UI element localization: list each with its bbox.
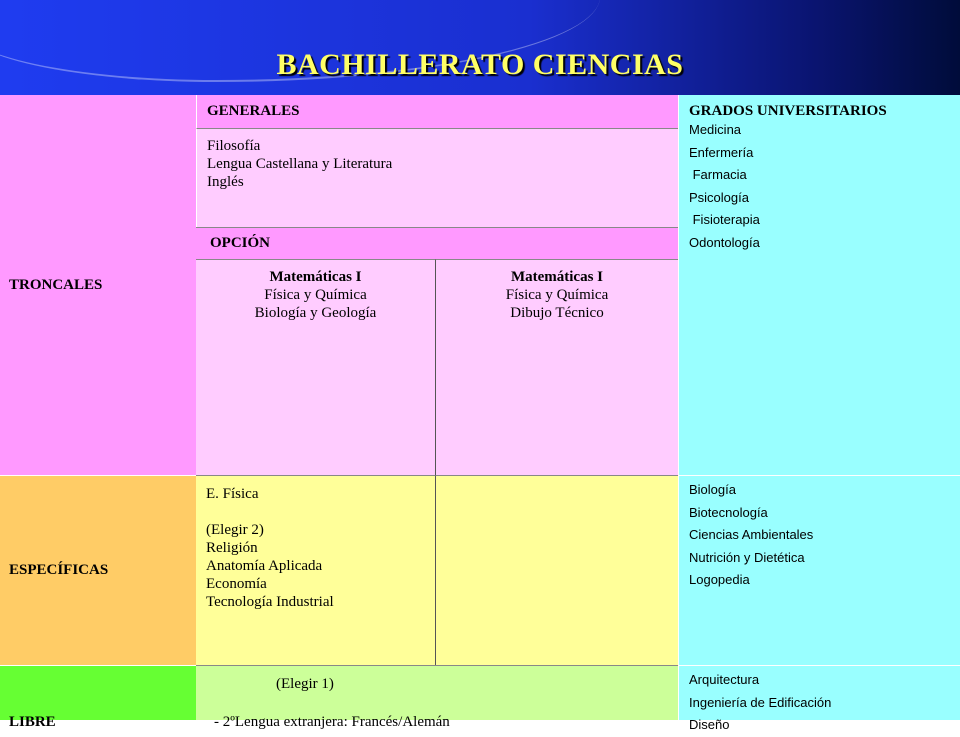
- opcion-left-item: Física y Química: [264, 287, 367, 303]
- grado-item: Ingeniería de Edificación: [689, 694, 832, 710]
- grado-item: Biología: [689, 482, 736, 497]
- grados-list: [679, 119, 960, 254]
- grados-header: GRADOS UNIVERSITARIOS: [689, 103, 887, 119]
- grados-column-libre: [678, 665, 960, 732]
- especificas-empty-cell: [436, 475, 678, 665]
- title-banner: [0, 0, 960, 95]
- generales-subjects: [196, 128, 678, 227]
- row-label-libre: [0, 665, 196, 730]
- grado-item: Farmacia: [689, 167, 747, 182]
- grado-item: Enfermería: [689, 144, 754, 160]
- especificas-subjects: [196, 475, 436, 665]
- grado-item: Nutrición y Dietética: [689, 549, 805, 565]
- grado-item: Odontología: [689, 234, 760, 250]
- especificas-item: (Elegir 2): [206, 522, 264, 538]
- grado-item: Fisioterapia: [689, 212, 760, 227]
- row-label-especificas: [0, 475, 196, 665]
- libre-line-2: - 2ºLengua extranjera: Francés/Alemán: [214, 714, 450, 730]
- opcion-left-item: Biología y Geología: [254, 305, 377, 321]
- generales-header: [196, 95, 678, 128]
- subject-item: Lengua Castellana y Literatura: [207, 156, 393, 172]
- grados-column-troncales: [678, 95, 960, 475]
- grado-item: Biotecnología: [689, 504, 768, 520]
- opcion-right: [436, 259, 678, 475]
- row-label-troncales: [0, 95, 196, 475]
- especificas-item: Tecnología Industrial: [206, 594, 334, 610]
- opcion-right-item: Dibujo Técnico: [510, 305, 604, 321]
- libre-label: LIBRE: [9, 714, 56, 730]
- opcion-right-title: Matemáticas I: [510, 269, 604, 285]
- grado-item: Psicología: [689, 189, 749, 205]
- especificas-item: E. Física: [206, 486, 259, 502]
- subject-item: Inglés: [207, 174, 244, 190]
- grado-item: Arquitectura: [689, 672, 760, 687]
- grado-item: Diseño: [689, 717, 730, 732]
- libre-line-1: (Elegir 1): [276, 676, 334, 692]
- especificas-item: Anatomía Aplicada: [206, 558, 323, 574]
- especificas-item: [206, 503, 425, 521]
- opcion-header-text: OPCIÓN: [210, 235, 270, 251]
- grado-item: Ciencias Ambientales: [689, 527, 814, 542]
- grados-column-especificas: [678, 475, 960, 665]
- troncales-label: TRONCALES: [9, 276, 103, 293]
- grados-list-2: [679, 476, 960, 592]
- especificas-item: Economía: [206, 576, 267, 592]
- opcion-left: [196, 259, 436, 475]
- grado-item: Medicina: [689, 122, 742, 137]
- subject-item: Filosofía: [207, 138, 261, 154]
- opcion-right-item: Física y Química: [505, 287, 609, 303]
- libre-subjects: [196, 665, 678, 730]
- page-title: BACHILLERATO CIENCIAS: [276, 48, 684, 81]
- especificas-label: ESPECÍFICAS: [9, 562, 109, 578]
- especificas-item: Religión: [206, 540, 258, 556]
- grado-item: Logopedia: [689, 572, 750, 587]
- opcion-header: [196, 227, 678, 259]
- grados-list-3: [679, 666, 960, 737]
- generales-header-text: GENERALES: [207, 103, 300, 119]
- opcion-left-title: Matemáticas I: [269, 269, 362, 285]
